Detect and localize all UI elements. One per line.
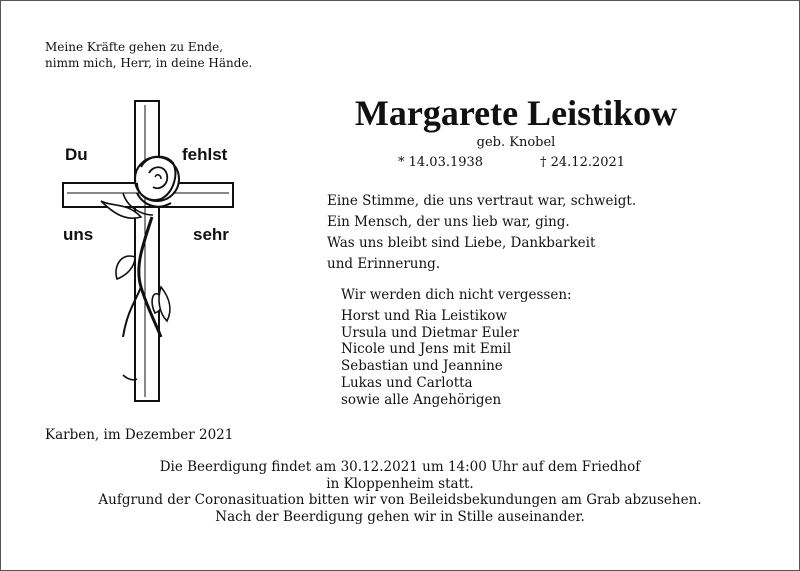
notice-line: in Kloppenheim statt. bbox=[326, 475, 474, 492]
mourner-name: Lukas und Carlotta bbox=[341, 374, 473, 391]
poem-line: Eine Stimme, die uns vertraut war, schweigt. bbox=[327, 193, 637, 209]
cross-with-rose bbox=[57, 97, 247, 407]
notice-line: Aufgrund der Coronasituation bitten wir von Beileidsbekundungen am Grab abzusehen. bbox=[98, 492, 702, 508]
cross-word-uns: uns bbox=[63, 225, 94, 244]
poem-line: und Erinnerung. bbox=[327, 256, 441, 272]
mourner-name: Sebastian und Jeannine bbox=[341, 358, 503, 375]
motto-line: Meine Kräfte gehen zu Ende, bbox=[45, 40, 224, 54]
mourners-intro: Wir werden dich nicht vergessen: bbox=[341, 287, 572, 303]
cross-word-sehr: sehr bbox=[193, 225, 229, 244]
place-date: Karben, im Dezember 2021 bbox=[45, 427, 234, 443]
birth-date: * 14.03.1938 bbox=[398, 155, 484, 170]
death-date: † 24.12.2021 bbox=[540, 155, 626, 170]
motto-line: nimm mich, Herr, in deine Hände. bbox=[45, 56, 253, 70]
mourner-name: Nicole und Jens mit Emil bbox=[341, 341, 512, 358]
motto-verse bbox=[45, 39, 252, 71]
cross-word-du: Du bbox=[65, 145, 88, 164]
mourner-name: Ursula und Dietmar Euler bbox=[341, 324, 519, 341]
cross-rose-icon bbox=[57, 97, 247, 407]
notice-line: Die Beerdigung findet am 30.12.2021 um 14:00 Uhr auf dem Friedhof bbox=[159, 459, 641, 475]
deceased-name: Margarete Leistikow bbox=[354, 93, 678, 133]
mourners-list bbox=[341, 287, 572, 409]
mourner-name: Horst und Ria Leistikow bbox=[341, 307, 507, 324]
mourner-name: sowie alle Angehörigen bbox=[341, 391, 502, 408]
poem-line: Was uns bleibt sind Liebe, Dankbarkeit bbox=[327, 235, 596, 251]
maiden-name: geb. Knobel bbox=[476, 135, 556, 150]
cross-word-fehlst: fehlst bbox=[182, 145, 228, 164]
poem-line: Ein Mensch, der uns lieb war, ging. bbox=[327, 214, 570, 230]
poem bbox=[327, 191, 636, 275]
notice-line: Nach der Beerdigung gehen wir in Stille auseinander. bbox=[215, 508, 585, 525]
funeral-notice bbox=[21, 459, 779, 525]
